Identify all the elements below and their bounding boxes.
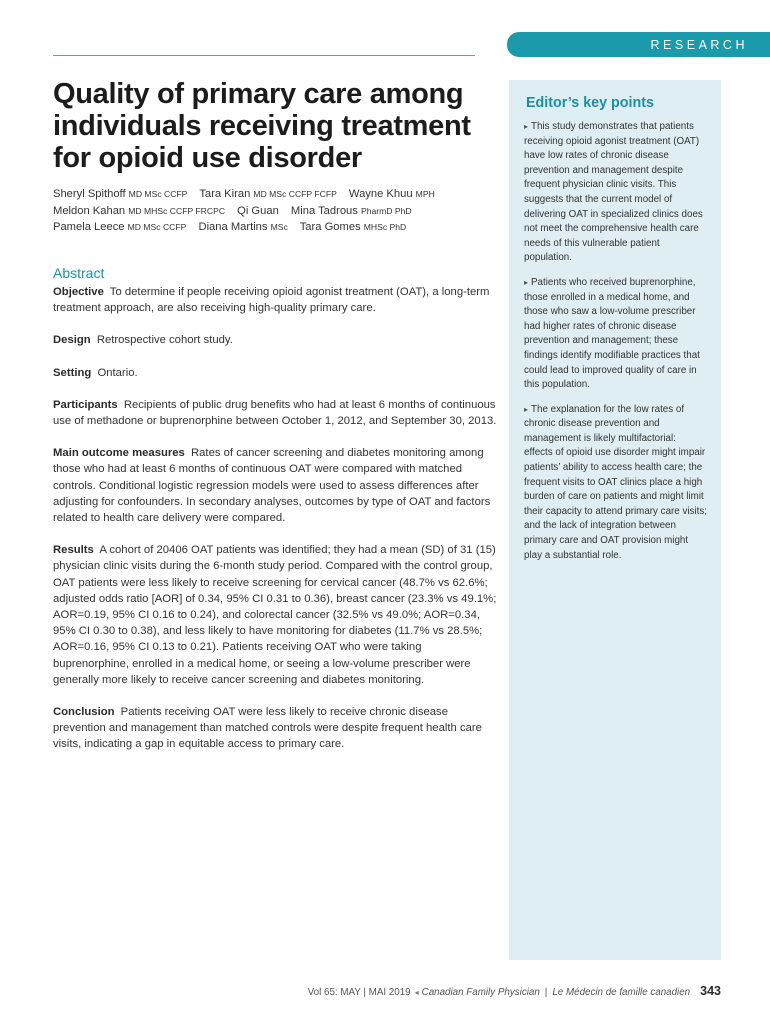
author-credentials: MPH bbox=[415, 189, 435, 199]
abstract-design bbox=[53, 332, 499, 348]
header-rule bbox=[53, 55, 475, 56]
author-name: Mina Tadrous bbox=[290, 204, 358, 217]
key-point bbox=[524, 120, 707, 266]
section-label-participants: Participants bbox=[53, 398, 118, 411]
section-label-design: Design bbox=[53, 334, 91, 347]
sidebar-heading: Editor’s key points bbox=[526, 95, 654, 111]
author-name: Meldon Kahan bbox=[53, 204, 126, 217]
bullet-arrow-icon: ▸ bbox=[524, 122, 529, 131]
footer-separator: | bbox=[544, 987, 548, 998]
section-label-conclusion: Conclusion bbox=[53, 706, 115, 719]
author bbox=[53, 205, 225, 217]
section-text: Rates of cancer screening and diabetes monitoring among those who had at least 6 months of continuous OAT were compared with matched controls. Conditional logistic regression models were used to assess differences after adjusting for confounders. In secondary analyses, outcomes by type of OAT and factors related to health care delivery were compared. bbox=[53, 447, 491, 525]
section-text: A cohort of 20406 OAT patients was identified; they had a mean (SD) of 31 (15) physician clinic visits during the 6-month study period. Compared with the control group, OAT patients were less likely to receive screening for cervical cancer (48.7% vs 62.6%; adjusted odds ratio [AOR] of 0.34, 95% CI 0.31 to 0.36), breast cancer (23.3% vs 49.1%; AOR=0.19, 95% CI 0.16 to 0.24), and colorectal cancer (32.5% vs 49.0%; AOR=0.34, 95% CI 0.30 to 0.38), and less likely to have monitoring for diabetes (11.7% vs 28.5%; AOR=0.16, 95% CI 0.13 to 0.21). Patients receiving OAT who were taking buprenorphine, enrolled in a medical home, or seeing a low-volume prescriber were generally more likely to receive cancer screening and diabetes monitoring. bbox=[53, 544, 497, 686]
author-name: Pamela Leece bbox=[53, 221, 125, 233]
section-text: Retrospective cohort study. bbox=[96, 334, 233, 347]
abstract bbox=[53, 264, 499, 769]
abstract-conclusion bbox=[53, 704, 499, 753]
section-label-setting: Setting bbox=[53, 366, 92, 379]
author-credentials: MSc bbox=[270, 222, 288, 232]
journal-name-fr: Le Médecin de famille canadien bbox=[552, 987, 691, 998]
author-credentials: MD MSc CCFP bbox=[127, 222, 187, 232]
author-name: Qi Guan bbox=[237, 204, 279, 217]
page-footer bbox=[308, 984, 721, 998]
author bbox=[198, 221, 287, 233]
author-name: Diana Martins bbox=[198, 221, 268, 233]
key-points-list bbox=[524, 120, 707, 573]
author bbox=[53, 221, 186, 233]
key-point bbox=[524, 403, 707, 564]
page-number: 343 bbox=[700, 984, 721, 998]
key-point-text: The explanation for the low rates of chronic disease prevention and management is likely multifactorial: effects of opioid use disorder might impair patients’ ability to access health care; the frequent visits to OAT clinics place a high burden of care on patients and might limit their capacity to attend primary care visits; and the lack of integration between primary care and OAT provision might play a substantial role. bbox=[524, 403, 707, 561]
section-label-objective: Objective bbox=[53, 286, 104, 298]
issue-info: Vol 65: MAY | MAI 2019 bbox=[307, 987, 411, 998]
author-credentials: PharmD PhD bbox=[361, 205, 412, 216]
article-title: Quality of primary care among individuals receiving treatment for opioid use disorder bbox=[53, 78, 471, 174]
author-name: Wayne Khuu bbox=[348, 188, 413, 200]
section-text: Recipients of public drug benefits who had at least 6 months of continuous use of methadone or buprenorphine between October 1, 2012, and September 30, 2013. bbox=[53, 398, 497, 428]
section-text: Ontario. bbox=[97, 366, 138, 379]
key-point-text: This study demonstrates that patients receiving opioid agonist treatment (OAT) have low rates of chronic disease prevention and management despite frequent physician clinic visits. This suggests that the current model of delivering OAT in specialized clinics does not meet the comprehensive health care needs of this vulnerable patient population. bbox=[524, 121, 703, 264]
key-point bbox=[524, 276, 707, 393]
editors-key-points-box bbox=[509, 80, 721, 960]
section-label: RESEARCH bbox=[507, 32, 770, 57]
abstract-objective bbox=[53, 284, 499, 316]
section-text: Patients receiving OAT were less likely to receive chronic disease prevention and management than matched controls were despite frequent health care visits, indicating a gap in equitable access to primary care. bbox=[53, 706, 482, 751]
author-credentials: MD MSc CCFP FCFP bbox=[253, 189, 337, 199]
abstract-outcome-measures bbox=[53, 445, 499, 526]
bullet-arrow-icon: ▸ bbox=[524, 277, 529, 287]
author-name: Tara Gomes bbox=[299, 221, 361, 233]
section-label-outcome-measures: Main outcome measures bbox=[53, 447, 185, 460]
author bbox=[199, 188, 337, 200]
abstract-setting bbox=[53, 365, 499, 381]
author bbox=[53, 188, 187, 200]
abstract-participants bbox=[53, 397, 499, 429]
author-credentials: MD MHSc CCFP FRCPC bbox=[128, 205, 226, 216]
journal-name-en: Canadian Family Physician bbox=[421, 987, 540, 998]
abstract-results bbox=[53, 542, 499, 688]
author-list bbox=[53, 186, 503, 236]
author-name: Tara Kiran bbox=[199, 188, 251, 200]
author bbox=[291, 205, 412, 217]
author-credentials: MHSc PhD bbox=[363, 222, 407, 232]
author-name: Sheryl Spithoff bbox=[53, 188, 126, 200]
bullet-arrow-icon: ▸ bbox=[524, 404, 529, 414]
key-point-text: Patients who received buprenorphine, those enrolled in a medical home, and those who saw a low-volume prescriber had higher rates of chronic disease prevention and management; these findings identify modifiable practices that could lead to improved quality of care in this population. bbox=[524, 276, 700, 391]
author bbox=[349, 188, 435, 200]
abstract-heading: Abstract bbox=[53, 265, 105, 281]
author-credentials: MD MSc CCFP bbox=[128, 189, 188, 199]
section-label-results: Results bbox=[53, 544, 94, 557]
author bbox=[237, 205, 279, 217]
section-text: To determine if people receiving opioid agonist treatment (OAT), a long-term treatment approach, are also receiving high-quality primary care. bbox=[53, 286, 490, 315]
author bbox=[300, 221, 407, 233]
footer-arrow-icon: ◂ bbox=[414, 988, 419, 997]
